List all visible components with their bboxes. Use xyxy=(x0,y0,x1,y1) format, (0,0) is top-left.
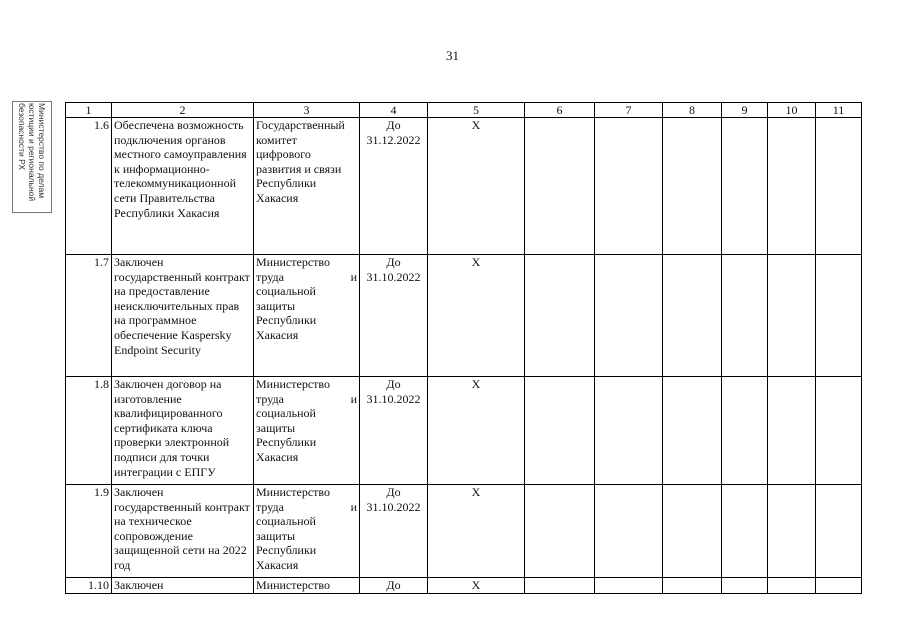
empty-cell xyxy=(525,485,595,578)
empty-cell xyxy=(595,578,663,594)
executor-line: труда и xyxy=(256,269,357,284)
executor-line: Хакасия xyxy=(256,190,299,205)
executor-line: социальной xyxy=(256,406,316,421)
executor-line: Хакасия xyxy=(256,557,299,572)
row-mark: X xyxy=(428,485,525,578)
row-executor xyxy=(254,118,360,255)
table-row xyxy=(66,377,862,485)
executor-line: защиты xyxy=(256,528,296,543)
row-event: Заключен государственный контракт на техническое сопровождение защищенной сети на 2022 год xyxy=(112,485,254,578)
row-mark: X xyxy=(428,255,525,377)
executor-line: Министерство xyxy=(256,485,330,499)
empty-cell xyxy=(816,377,862,485)
empty-cell xyxy=(663,118,722,255)
empty-cell xyxy=(525,255,595,377)
executor-line: Министерство xyxy=(256,578,330,592)
empty-cell xyxy=(595,118,663,255)
empty-cell xyxy=(722,485,768,578)
executor-line: социальной xyxy=(256,514,316,529)
empty-cell xyxy=(768,485,816,578)
empty-cell xyxy=(816,118,862,255)
empty-cell xyxy=(525,118,595,255)
executor-line: труда и xyxy=(256,499,357,514)
row-mark: X xyxy=(428,377,525,485)
empty-cell xyxy=(663,485,722,578)
row-number: 1.6 xyxy=(66,118,112,255)
table-row xyxy=(66,255,862,377)
executor-line: Хакасия xyxy=(256,449,299,464)
row-event: Заключен договор на изготовление квалифицированного сертификата ключа проверки электронной подписи для точки интеграции с ЕПГУ xyxy=(112,377,254,485)
executor-line: Государственный xyxy=(256,118,345,132)
empty-cell xyxy=(768,377,816,485)
row-deadline: До 31.10.2022 xyxy=(360,377,428,485)
executor-line: защиты xyxy=(256,298,296,313)
empty-cell xyxy=(768,118,816,255)
executor-line: развития и связи xyxy=(256,161,342,176)
row-deadline: До 31.10.2022 xyxy=(360,485,428,578)
empty-cell xyxy=(595,485,663,578)
executor-line: Министерство xyxy=(256,377,330,391)
executor-line: комитет xyxy=(256,132,297,147)
empty-cell xyxy=(525,578,595,594)
plan-table xyxy=(65,102,862,594)
empty-cell xyxy=(816,485,862,578)
executor-line: цифрового xyxy=(256,147,311,162)
empty-cell xyxy=(663,255,722,377)
empty-cell xyxy=(595,377,663,485)
row-number: 1.10 xyxy=(66,578,112,594)
row-number: 1.9 xyxy=(66,485,112,578)
empty-cell xyxy=(722,255,768,377)
empty-cell xyxy=(663,578,722,594)
executor-line: Республики xyxy=(256,313,317,328)
executor-line: Министерство xyxy=(256,255,330,269)
executor-line: труда и xyxy=(256,391,357,406)
table-row xyxy=(66,578,862,594)
header-row xyxy=(66,103,862,118)
empty-cell xyxy=(525,377,595,485)
executor-line: Хакасия xyxy=(256,327,299,342)
row-executor xyxy=(254,377,360,485)
executor-line: Республики xyxy=(256,543,317,558)
empty-cell xyxy=(816,255,862,377)
empty-cell xyxy=(595,255,663,377)
col-header: 3 xyxy=(254,103,360,118)
col-header: 10 xyxy=(768,103,816,118)
empty-cell xyxy=(663,377,722,485)
executor-line: Республики xyxy=(256,176,317,191)
empty-cell xyxy=(768,578,816,594)
empty-cell xyxy=(722,118,768,255)
executor-line: Республики xyxy=(256,435,317,450)
row-deadline: До 31.12.2022 xyxy=(360,118,428,255)
col-header: 9 xyxy=(722,103,768,118)
row-executor xyxy=(254,255,360,377)
empty-cell xyxy=(816,578,862,594)
page-number: 31 xyxy=(446,48,459,63)
row-event: Обеспечена возможность подключения органов местного самоуправления к информационно-телекоммуникационной сети Правительства Республики Хакасия xyxy=(112,118,254,255)
empty-cell xyxy=(722,578,768,594)
executor-line: защиты xyxy=(256,420,296,435)
table-row xyxy=(66,485,862,578)
col-header: 8 xyxy=(663,103,722,118)
registration-stamp xyxy=(12,101,52,213)
row-deadline: До xyxy=(360,578,428,594)
row-event: Заключен xyxy=(112,578,254,594)
col-header: 6 xyxy=(525,103,595,118)
row-mark: X xyxy=(428,578,525,594)
table-row xyxy=(66,118,862,255)
col-header: 4 xyxy=(360,103,428,118)
col-header: 1 xyxy=(66,103,112,118)
executor-line: социальной xyxy=(256,284,316,299)
empty-cell xyxy=(722,377,768,485)
row-executor xyxy=(254,578,360,594)
col-header: 7 xyxy=(595,103,663,118)
row-deadline: До 31.10.2022 xyxy=(360,255,428,377)
stamp-text: Министерство по делам юстиции и региональной безопасности РХ xyxy=(17,103,47,202)
col-header: 2 xyxy=(112,103,254,118)
row-executor xyxy=(254,485,360,578)
row-mark: X xyxy=(428,118,525,255)
empty-cell xyxy=(768,255,816,377)
row-number: 1.8 xyxy=(66,377,112,485)
row-number: 1.7 xyxy=(66,255,112,377)
col-header: 11 xyxy=(816,103,862,118)
col-header: 5 xyxy=(428,103,525,118)
row-event: Заключен государственный контракт на предоставление неисключительных прав на программное обеспечение Kaspersky Endpoint Security xyxy=(112,255,254,377)
